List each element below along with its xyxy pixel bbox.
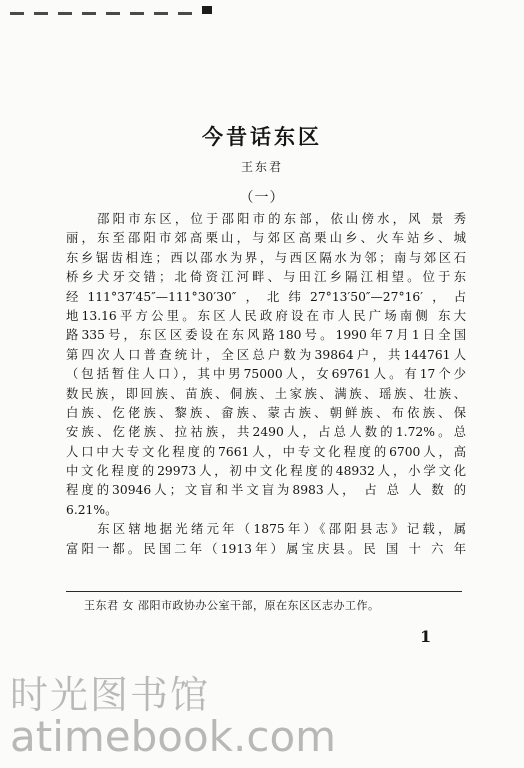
body-line: 东乡锯齿相连；西以邵水为界，与西区隔水为邻；南与郊区石	[66, 250, 466, 265]
page-number: 1	[420, 627, 432, 646]
body-line: 第四次人口普查统计，全区总户数为39864户，共144761人	[66, 347, 466, 362]
body-line: 丽，东至邵阳市郊高栗山，与郊区高栗山乡、火车站乡、城	[66, 231, 466, 246]
body-line: 安族、仡佬族、拉祜族，共2490人，占总人数的1.72%。总	[66, 425, 466, 440]
edge-mark	[34, 12, 48, 15]
body-line: 邵阳市东区，位于邵阳市的东部，依山傍水，风 景 秀	[66, 212, 466, 226]
body-line: 数民族，即回族、苗族、侗族、土家族、满族、瑶族、壮族、	[66, 386, 466, 401]
author-footnote: 王东君 女 邵阳市政协办公室干部，原在东区区志办工作。	[84, 599, 380, 612]
edge-mark	[178, 12, 192, 15]
body-line: 程度的30946人；文盲和半文盲为8983人， 占 总 人 数 的	[66, 483, 466, 498]
body-line: 白族、仡佬族、黎族、畲族、蒙古族、朝鲜族、布依族、保	[66, 405, 466, 420]
edge-mark	[82, 12, 96, 15]
edge-mark	[130, 12, 144, 15]
article-title: 今昔话东区	[202, 124, 322, 149]
article-body	[66, 210, 466, 559]
body-line: 经111°37′45″—111°30′30″，北纬27°13′50″—27°16′，占	[66, 289, 466, 304]
body-line: 桥乡犬牙交错；北倚资江河畔、与田江乡隔江相望。位于东	[66, 270, 466, 285]
article-author: 王东君	[240, 160, 283, 174]
body-line: 东区辖地据光绪元年（1875年）《邵阳县志》记载，属	[66, 522, 466, 537]
edge-mark	[58, 12, 72, 15]
footnote-divider	[66, 591, 462, 592]
body-line: 路335号，东区区委设在东风路180号。1990年7月1日全国	[66, 328, 466, 343]
body-line: 地13.16平方公里。东区人民政府设在市人民广场南侧 东大	[66, 308, 466, 323]
section-heading: （一）	[239, 190, 285, 206]
edge-mark	[106, 12, 120, 15]
body-line: （包括暂住人口），其中男75000人，女69761人。有17个少	[66, 367, 466, 382]
body-line: 富阳一都。民国二年（1913年）属宝庆县。民 国 十 六 年	[66, 541, 466, 556]
edge-mark	[10, 12, 24, 15]
edge-mark	[154, 12, 168, 15]
body-line: 人口中大专文化程度的7661人，中专文化程度的6700人，高	[66, 444, 466, 459]
watermark-url: atimebook.com	[10, 712, 337, 761]
top-edge-marks	[0, 0, 212, 15]
body-line: 中文化程度的29973人，初中文化程度的48932人，小学文化	[66, 464, 466, 479]
body-line: 6.21%。	[66, 502, 118, 517]
watermark-name: 时光图书馆	[10, 673, 211, 717]
edge-mark	[202, 6, 212, 14]
